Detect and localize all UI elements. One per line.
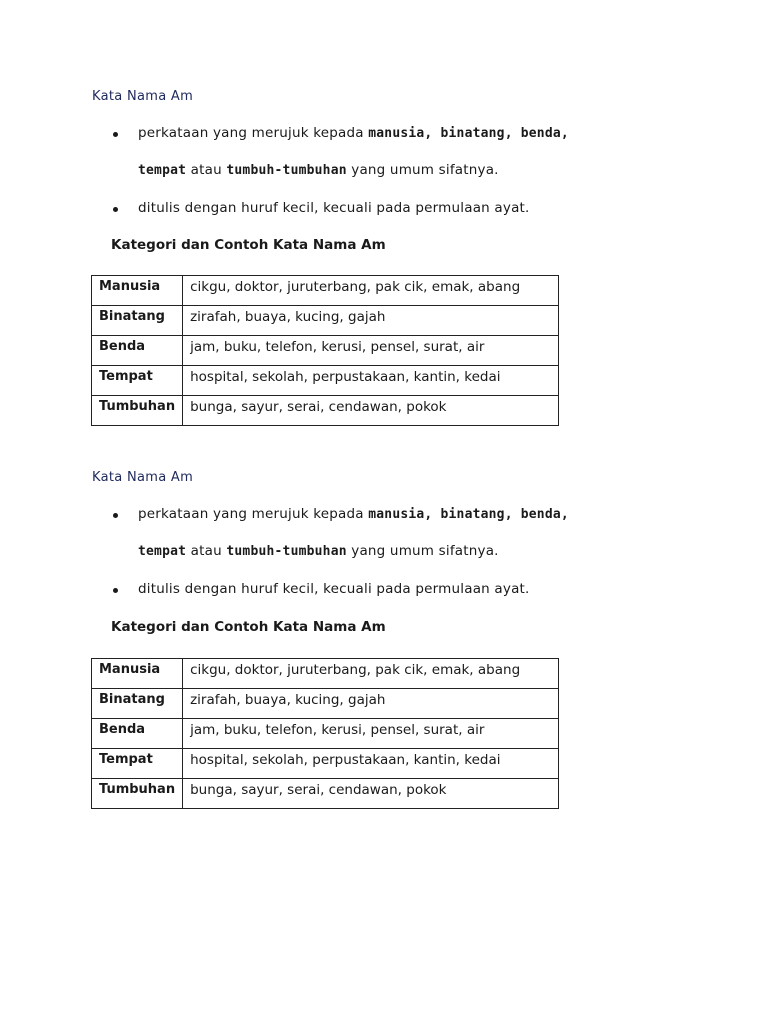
bullet-dot <box>113 588 118 593</box>
text: perkataan yang merujuk kepada <box>138 506 369 522</box>
example-cell: jam, buku, telefon, kerusi, pensel, surat, air <box>183 719 559 749</box>
category-cell: Manusia <box>92 276 183 306</box>
bold-text: tempat <box>138 544 187 559</box>
category-table <box>91 275 559 426</box>
table-row <box>92 336 559 366</box>
category-cell: Benda <box>92 719 183 749</box>
category-table <box>91 658 559 809</box>
table-row <box>92 689 559 719</box>
table-subtitle: Kategori dan Contoh Kata Nama Am <box>111 237 386 253</box>
table-row <box>92 366 559 396</box>
bullet-1-line-1 <box>138 125 569 141</box>
text: yang umum sifatnya. <box>346 162 499 178</box>
category-cell: Tempat <box>92 366 183 396</box>
category-cell: Tumbuhan <box>92 779 183 809</box>
table-subtitle: Kategori dan Contoh Kata Nama Am <box>111 619 386 635</box>
bold-text: tumbuh-tumbuhan <box>226 544 347 559</box>
example-cell: zirafah, buaya, kucing, gajah <box>183 689 559 719</box>
category-cell: Manusia <box>92 659 183 689</box>
example-cell: hospital, sekolah, perpustakaan, kantin, kedai <box>183 366 559 396</box>
table-row <box>92 779 559 809</box>
example-cell: jam, buku, telefon, kerusi, pensel, surat, air <box>183 336 559 366</box>
table-row <box>92 659 559 689</box>
bullet-dot <box>113 513 118 518</box>
example-cell: cikgu, doktor, juruterbang, pak cik, emak, abang <box>183 276 559 306</box>
bullet-1-line-1 <box>138 506 569 522</box>
example-cell: hospital, sekolah, perpustakaan, kantin, kedai <box>183 749 559 779</box>
bullet-1-line-2 <box>138 162 499 178</box>
section-title: Kata Nama Am <box>92 470 194 485</box>
table-row <box>92 719 559 749</box>
bold-text: manusia, binatang, benda, <box>368 126 569 141</box>
table-row <box>92 396 559 426</box>
category-cell: Benda <box>92 336 183 366</box>
bold-text: manusia, binatang, benda, <box>368 507 569 522</box>
bold-text: tempat <box>138 163 187 178</box>
text: atau <box>186 162 227 178</box>
example-cell: bunga, sayur, serai, cendawan, pokok <box>183 779 559 809</box>
table-row <box>92 306 559 336</box>
category-cell: Tempat <box>92 749 183 779</box>
bullet-dot <box>113 207 118 212</box>
text: atau <box>186 543 227 559</box>
bullet-2: ditulis dengan huruf kecil, kecuali pada permulaan ayat. <box>138 581 530 597</box>
example-cell: zirafah, buaya, kucing, gajah <box>183 306 559 336</box>
category-cell: Binatang <box>92 689 183 719</box>
bullet-1-line-2 <box>138 543 499 559</box>
bullet-2: ditulis dengan huruf kecil, kecuali pada permulaan ayat. <box>138 200 530 216</box>
table-row <box>92 276 559 306</box>
section-title: Kata Nama Am <box>92 89 194 104</box>
example-cell: cikgu, doktor, juruterbang, pak cik, emak, abang <box>183 659 559 689</box>
bold-text: tumbuh-tumbuhan <box>226 163 347 178</box>
text: perkataan yang merujuk kepada <box>138 125 369 141</box>
text: yang umum sifatnya. <box>346 543 499 559</box>
category-cell: Binatang <box>92 306 183 336</box>
category-cell: Tumbuhan <box>92 396 183 426</box>
example-cell: bunga, sayur, serai, cendawan, pokok <box>183 396 559 426</box>
bullet-dot <box>113 132 118 137</box>
table-row <box>92 749 559 779</box>
